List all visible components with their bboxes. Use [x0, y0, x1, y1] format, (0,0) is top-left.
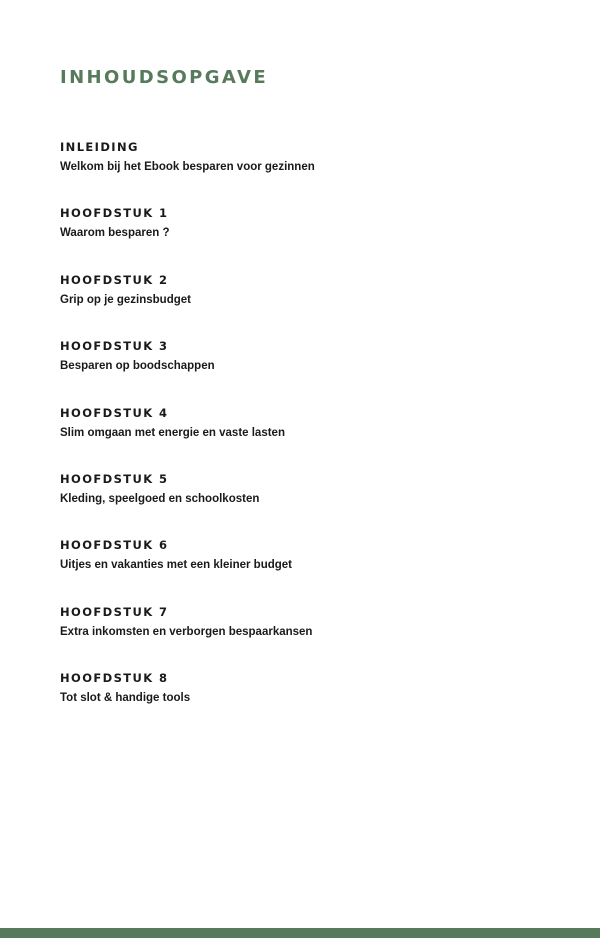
toc-entry-subtitle: Extra inkomsten en verborgen bespaarkansen [60, 625, 313, 638]
toc-entry-chapter-6 [60, 537, 560, 603]
toc-entry-chapter-2 [60, 272, 560, 338]
toc-entry-heading: HOOFDSTUK 7 [60, 604, 169, 619]
toc-entry-heading: HOOFDSTUK 2 [60, 272, 169, 287]
toc-entry-heading: HOOFDSTUK 6 [60, 538, 169, 553]
toc-entry-heading: HOOFDSTUK 4 [60, 405, 169, 420]
toc-entry-subtitle: Slim omgaan met energie en vaste lasten [60, 426, 285, 439]
toc-entry-heading: HOOFDSTUK 5 [60, 471, 169, 486]
footer-accent-bar [0, 928, 600, 938]
toc-entry-chapter-1 [60, 205, 560, 271]
toc-entry-intro [60, 139, 560, 205]
toc-entry-chapter-5 [60, 471, 560, 537]
toc-entry-subtitle: Grip op je gezinsbudget [60, 293, 191, 306]
table-of-contents [60, 139, 560, 737]
toc-entry-heading: HOOFDSTUK 8 [60, 671, 169, 686]
toc-entry-chapter-4 [60, 405, 560, 471]
toc-entry-heading: INLEIDING [60, 140, 139, 154]
toc-entry-subtitle: Kleding, speelgoed en schoolkosten [60, 492, 260, 505]
toc-entry-heading: HOOFDSTUK 3 [60, 339, 169, 354]
toc-entry-subtitle: Welkom bij het Ebook besparen voor gezinnen [60, 161, 315, 173]
toc-entry-subtitle: Uitjes en vakanties met een kleiner budget [60, 559, 292, 572]
page-title: INHOUDSOPGAVE [60, 67, 269, 88]
toc-entry-heading: HOOFDSTUK 1 [60, 206, 169, 221]
toc-entry-subtitle: Besparen op boodschappen [60, 360, 215, 373]
toc-entry-subtitle: Tot slot & handige tools [60, 692, 191, 705]
toc-entry-subtitle: Waarom besparen ? [60, 227, 170, 240]
toc-entry-chapter-3 [60, 338, 560, 404]
toc-entry-chapter-8 [60, 670, 560, 736]
toc-entry-chapter-7 [60, 604, 560, 670]
